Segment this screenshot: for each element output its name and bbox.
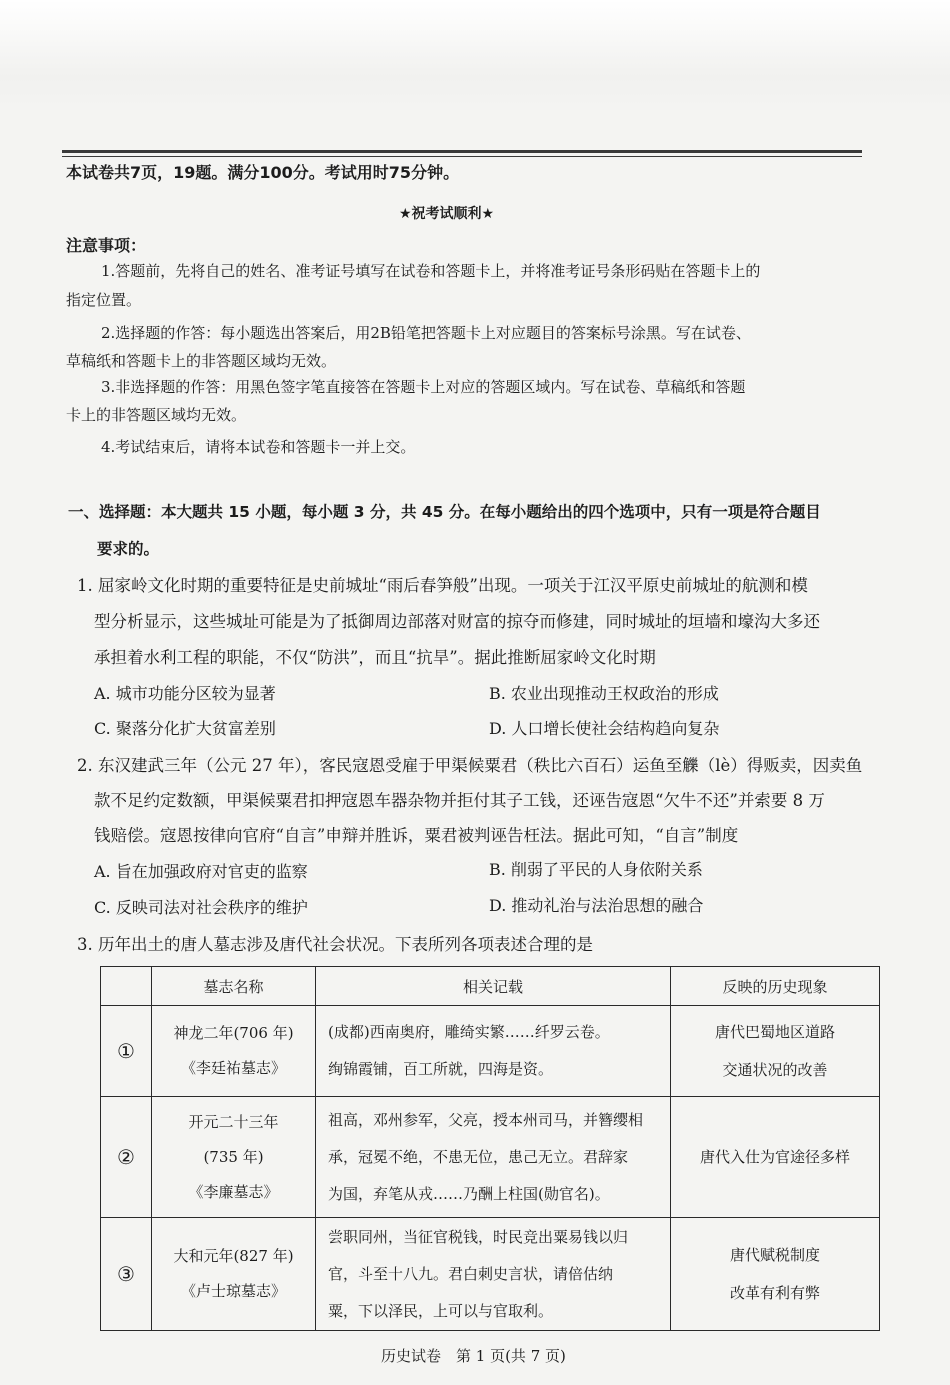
- q1-stem-line: 承担着水利工程的职能，不仅“防洪”，而且“抗旱”。据此推断屈家岭文化时期: [94, 648, 656, 667]
- record-line: 承，冠冕不绝，不患无位，患己无立。君辞家: [328, 1147, 629, 1166]
- epitaph-name-line: 大和元年(827 年): [173, 1247, 294, 1265]
- table-row: [101, 1218, 880, 1331]
- good-luck-banner: ★祝考试顺利★: [399, 206, 495, 222]
- epitaph-name-cell: [152, 1218, 316, 1331]
- q1-option-a: A. 城市功能分区较为显著: [94, 684, 276, 703]
- q2-option-b: B. 削弱了平民的人身依附关系: [489, 860, 703, 879]
- phenomenon-line: 改革有利有弊: [729, 1284, 820, 1302]
- record-cell: [316, 1097, 671, 1218]
- phenomenon-cell: [671, 1218, 880, 1331]
- phenomenon-line: 唐代赋税制度: [729, 1246, 820, 1264]
- table-row: [101, 1097, 880, 1218]
- record-line: 粟，下以泽民，上可以与官取利。: [328, 1301, 554, 1320]
- epitaph-table: [100, 966, 880, 1331]
- record-cell: [316, 1006, 671, 1097]
- epitaph-name-line: 《李廉墓志》: [188, 1182, 279, 1201]
- epitaph-name-cell: [152, 1097, 316, 1218]
- header-cell: [101, 967, 152, 1006]
- top-shading: [0, 0, 950, 110]
- q1-option-d: D. 人口增长使社会结构趋向复杂: [489, 719, 720, 738]
- header-cell: 反映的历史现象: [671, 967, 880, 1006]
- notice-item: 3.非选择题的作答：用黑色签字笔直接答在答题卡上对应的答题区域内。写在试卷、草稿纸和答题: [101, 378, 746, 396]
- section-title: 一、选择题：本大题共 15 小题，每小题 3 分，共 45 分。在每小题给出的四个选项中，只有一项是符合题目: [68, 503, 821, 521]
- phenomenon-cell: [671, 1097, 880, 1218]
- epitaph-name-line: 《李廷祐墓志》: [180, 1059, 286, 1077]
- row-number: ①: [101, 1006, 152, 1097]
- section-title-cont: 要求的。: [97, 540, 160, 558]
- notice-item: 卡上的非答题区域均无效。: [66, 406, 247, 424]
- row-number: ③: [101, 1218, 152, 1331]
- q1-option-b: B. 农业出现推动王权政治的形成: [489, 684, 719, 703]
- phenomenon-line: 唐代入仕为官途径多样: [699, 1148, 850, 1166]
- record-line: 为国，弃笔从戎……乃酬上柱国(勋官名)。: [328, 1184, 610, 1203]
- epitaph-name-line: (735 年): [203, 1147, 264, 1166]
- phenomenon-line: 唐代巴蜀地区道路: [714, 1023, 835, 1041]
- notice-item: 指定位置。: [66, 291, 142, 309]
- q2-stem-line: 钱赔偿。寇恩按律向官府“自言”申辩并胜诉，粟君被判诬告枉法。据此可知，“自言”制度: [94, 826, 739, 845]
- header-rule-thin: [62, 156, 862, 157]
- record-cell: [316, 1218, 671, 1331]
- notice-item: 草稿纸和答题卡上的非答题区域均无效。: [66, 352, 337, 370]
- notice-item: 2.选择题的作答：每小题选出答案后，用2B铅笔把答题卡上对应题目的答案标号涂黑。写在试卷、: [101, 324, 751, 342]
- epitaph-name-line: 神龙二年(706 年): [173, 1024, 294, 1042]
- record-line: 绚锦霞铺，百工所就，四海是资。: [328, 1060, 554, 1078]
- notice-item: 1.答题前，先将自己的姓名、准考证号填写在试卷和答题卡上，并将准考证号条形码贴在答题卡上的: [101, 262, 761, 280]
- q1-stem-line: 型分析显示，这些城址可能是为了抵御周边部落对财富的掠夺而修建，同时城址的垣墙和壕沟大多还: [94, 612, 820, 631]
- phenomenon-cell: [671, 1006, 880, 1097]
- q1-stem-line: 1. 屈家岭文化时期的重要特征是史前城址“雨后春笋般”出现。一项关于江汉平原史前城址的航测和模: [77, 576, 808, 595]
- notice-item: 4.考试结束后，请将本试卷和答题卡一并上交。: [101, 438, 416, 456]
- epitaph-name-line: 《卢士琼墓志》: [180, 1282, 286, 1300]
- q2-option-c: C. 反映司法对社会秩序的维护: [94, 898, 308, 917]
- q2-stem-line: 2. 东汉建武三年（公元 27 年），客民寇恩受雇于甲渠候粟君（秩比六百石）运鱼至觻（lè）得贩卖，因卖鱼: [77, 756, 863, 775]
- q2-stem-line: 款不足约定数额，甲渠候粟君扣押寇恩车器杂物并拒付其子工钱，还诬告寇恩“欠牛不还”并索要 8 万: [94, 791, 825, 810]
- page-footer: 历史试卷 第 1 页(共 7 页): [381, 1347, 566, 1365]
- q2-option-a: A. 旨在加强政府对官吏的监察: [94, 862, 308, 881]
- record-line: 尝职同州，当征官税钱，时民竞出粟易钱以归: [328, 1227, 629, 1246]
- epitaph-name-line: 开元二十三年: [188, 1112, 279, 1131]
- header-cell: 墓志名称: [152, 967, 316, 1006]
- epitaph-name-cell: [152, 1006, 316, 1097]
- table-header-row: [101, 967, 880, 1006]
- record-line: 祖高，邓州参军，父亮，授本州司马，并簪缨相: [328, 1110, 644, 1129]
- header-rule-thick: [62, 150, 862, 153]
- table-row: [101, 1006, 880, 1097]
- q1-option-c: C. 聚落分化扩大贫富差别: [94, 719, 276, 738]
- record-line: (成都)西南奥府，雕绮实繁……纤罗云卷。: [328, 1023, 610, 1041]
- q2-option-d: D. 推动礼治与法治思想的融合: [489, 896, 704, 915]
- notice-title: 注意事项：: [66, 236, 147, 255]
- row-number: ②: [101, 1097, 152, 1218]
- header-cell: 相关记载: [316, 967, 671, 1006]
- phenomenon-line: 交通状况的改善: [722, 1061, 828, 1079]
- exam-summary: 本试卷共7页，19题。满分100分。考试用时75分钟。: [66, 163, 460, 182]
- q3-stem: 3. 历年出土的唐人墓志涉及唐代社会状况。下表所列各项表述合理的是: [77, 935, 593, 954]
- record-line: 官，斗至十八九。君白刺史言状，请倍估纳: [328, 1264, 614, 1283]
